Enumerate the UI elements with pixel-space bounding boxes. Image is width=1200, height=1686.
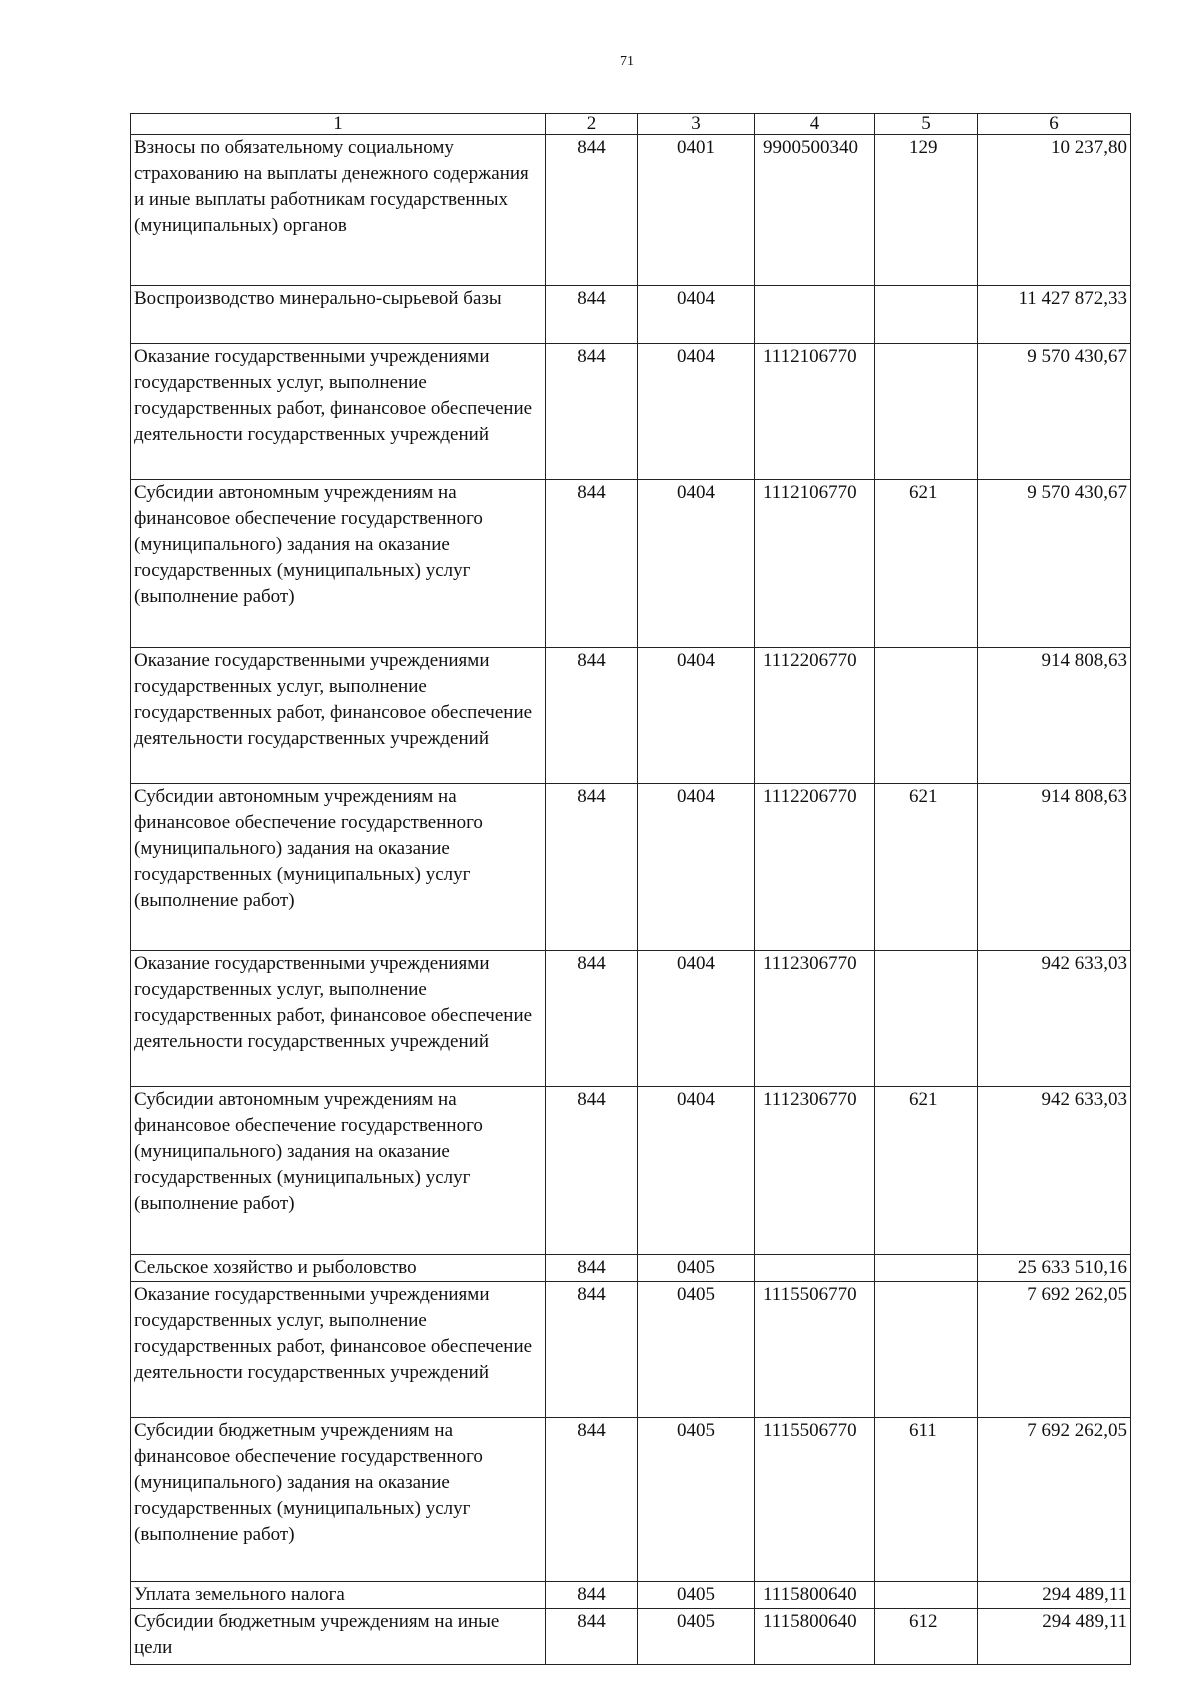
row-section-code: 0404	[638, 784, 755, 951]
row-section-code: 0405	[638, 1609, 755, 1665]
row-target-code	[755, 1255, 875, 1282]
page-number: 71	[620, 54, 634, 69]
row-name: Уплата земельного налога	[131, 1582, 546, 1609]
row-expense-type	[875, 648, 978, 784]
budget-table	[130, 113, 1131, 1665]
row-name: Оказание государственными учреждениями государственных услуг, выполнение государственных работ, финансовое обеспечение деятельности государственных учреждений	[131, 648, 546, 784]
row-target-code: 9900500340	[755, 135, 875, 286]
table-row	[131, 1255, 1131, 1282]
row-ministry-code: 844	[546, 344, 638, 480]
row-ministry-code: 844	[546, 1282, 638, 1418]
row-section-code: 0404	[638, 344, 755, 480]
row-section-code: 0405	[638, 1582, 755, 1609]
row-name: Субсидии бюджетным учреждениям на финансовое обеспечение государственного (муниципального) задания на оказание государственных (муниципальных) услуг (выполнение работ)	[131, 1418, 546, 1582]
row-expense-type: 612	[875, 1609, 978, 1665]
row-target-code: 1112206770	[755, 648, 875, 784]
table-row	[131, 135, 1131, 286]
row-amount: 942 633,03	[978, 1087, 1131, 1255]
row-ministry-code: 844	[546, 480, 638, 648]
row-name: Оказание государственными учреждениями государственных услуг, выполнение государственных работ, финансовое обеспечение деятельности государственных учреждений	[131, 1282, 546, 1418]
row-amount: 942 633,03	[978, 951, 1131, 1087]
row-expense-type: 129	[875, 135, 978, 286]
row-target-code	[755, 286, 875, 344]
table-row	[131, 1418, 1131, 1582]
row-section-code: 0405	[638, 1255, 755, 1282]
header-col-2: 2	[546, 114, 638, 135]
row-section-code: 0405	[638, 1418, 755, 1582]
row-section-code: 0404	[638, 648, 755, 784]
row-expense-type	[875, 1582, 978, 1609]
row-ministry-code: 844	[546, 951, 638, 1087]
row-ministry-code: 844	[546, 1255, 638, 1282]
row-amount: 294 489,11	[978, 1582, 1131, 1609]
row-expense-type: 621	[875, 480, 978, 648]
row-amount: 914 808,63	[978, 784, 1131, 951]
row-target-code: 1112306770	[755, 1087, 875, 1255]
row-name: Субсидии автономным учреждениям на финансовое обеспечение государственного (муниципального) задания на оказание государственных (муниципальных) услуг (выполнение работ)	[131, 480, 546, 648]
row-amount: 7 692 262,05	[978, 1418, 1131, 1582]
row-expense-type	[875, 344, 978, 480]
row-expense-type	[875, 1255, 978, 1282]
row-ministry-code: 844	[546, 784, 638, 951]
row-amount: 9 570 430,67	[978, 480, 1131, 648]
row-amount: 7 692 262,05	[978, 1282, 1131, 1418]
row-expense-type	[875, 1282, 978, 1418]
table-row	[131, 286, 1131, 344]
row-amount: 11 427 872,33	[978, 286, 1131, 344]
row-expense-type	[875, 286, 978, 344]
table-row	[131, 1609, 1131, 1665]
header-col-6: 6	[978, 114, 1131, 135]
row-amount: 914 808,63	[978, 648, 1131, 784]
row-name: Взносы по обязательному социальному страхованию на выплаты денежного содержания и иные выплаты работникам государственных (муниципальных) органов	[131, 135, 546, 286]
row-name: Оказание государственными учреждениями государственных услуг, выполнение государственных работ, финансовое обеспечение деятельности государственных учреждений	[131, 344, 546, 480]
row-target-code: 1115506770	[755, 1418, 875, 1582]
row-amount: 294 489,11	[978, 1609, 1131, 1665]
row-name: Субсидии автономным учреждениям на финансовое обеспечение государственного (муниципального) задания на оказание государственных (муниципальных) услуг (выполнение работ)	[131, 1087, 546, 1255]
row-name: Сельское хозяйство и рыболовство	[131, 1255, 546, 1282]
header-col-4: 4	[755, 114, 875, 135]
row-expense-type: 621	[875, 1087, 978, 1255]
row-ministry-code: 844	[546, 1418, 638, 1582]
row-expense-type	[875, 951, 978, 1087]
row-ministry-code: 844	[546, 1582, 638, 1609]
row-target-code: 1112106770	[755, 480, 875, 648]
row-section-code: 0404	[638, 480, 755, 648]
row-name: Воспроизводство минерально-сырьевой базы	[131, 286, 546, 344]
row-section-code: 0404	[638, 286, 755, 344]
table-row	[131, 1087, 1131, 1255]
row-target-code: 1112106770	[755, 344, 875, 480]
row-section-code: 0404	[638, 1087, 755, 1255]
header-row	[131, 114, 1131, 135]
row-ministry-code: 844	[546, 648, 638, 784]
row-target-code: 1112206770	[755, 784, 875, 951]
table-row	[131, 1282, 1131, 1418]
row-name: Субсидии автономным учреждениям на финансовое обеспечение государственного (муниципального) задания на оказание государственных (муниципальных) услуг (выполнение работ)	[131, 784, 546, 951]
row-section-code: 0401	[638, 135, 755, 286]
table-row	[131, 1582, 1131, 1609]
table-row	[131, 648, 1131, 784]
row-ministry-code: 844	[546, 1087, 638, 1255]
row-name: Оказание государственными учреждениями государственных услуг, выполнение государственных работ, финансовое обеспечение деятельности государственных учреждений	[131, 951, 546, 1087]
row-amount: 25 633 510,16	[978, 1255, 1131, 1282]
row-expense-type: 621	[875, 784, 978, 951]
header-col-5: 5	[875, 114, 978, 135]
row-target-code: 1115506770	[755, 1282, 875, 1418]
row-expense-type: 611	[875, 1418, 978, 1582]
row-name: Субсидии бюджетным учреждениям на иные цели	[131, 1609, 546, 1665]
row-target-code: 1112306770	[755, 951, 875, 1087]
row-ministry-code: 844	[546, 135, 638, 286]
table-row	[131, 951, 1131, 1087]
row-section-code: 0404	[638, 951, 755, 1087]
row-target-code: 1115800640	[755, 1609, 875, 1665]
table-row	[131, 480, 1131, 648]
row-ministry-code: 844	[546, 1609, 638, 1665]
header-col-1: 1	[131, 114, 546, 135]
header-col-3: 3	[638, 114, 755, 135]
table-row	[131, 344, 1131, 480]
row-amount: 10 237,80	[978, 135, 1131, 286]
table-row	[131, 784, 1131, 951]
row-ministry-code: 844	[546, 286, 638, 344]
row-target-code: 1115800640	[755, 1582, 875, 1609]
row-amount: 9 570 430,67	[978, 344, 1131, 480]
row-section-code: 0405	[638, 1282, 755, 1418]
budget-table-container	[130, 113, 1130, 1665]
